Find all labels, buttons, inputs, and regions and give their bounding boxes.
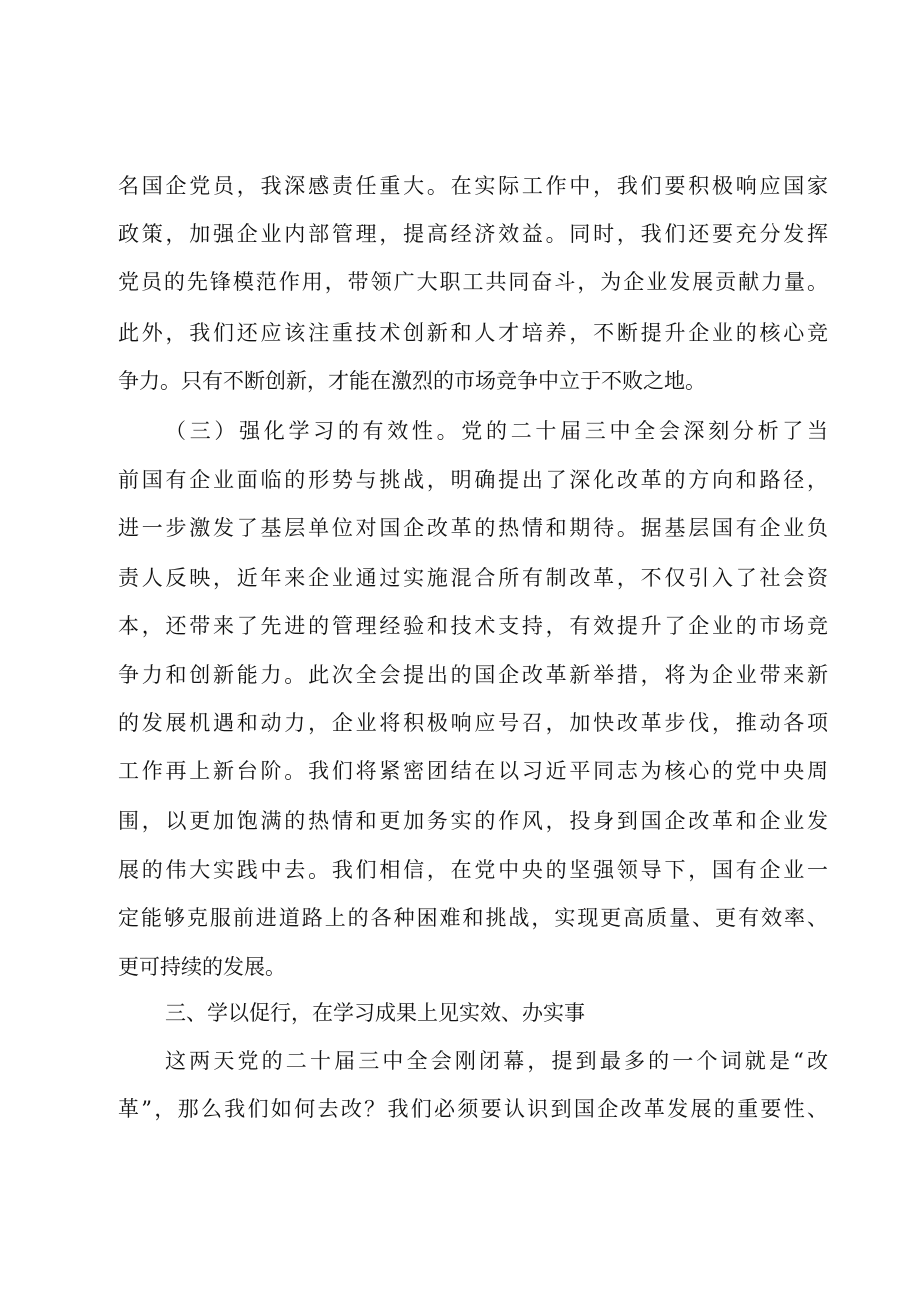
paragraph-2-line-4: 责人反映，近年来企业通过实施混合所有制改革，不仅引入了社会资 (118, 566, 828, 590)
paragraph-2-line-7: 的发展机遇和动力，企业将积极响应号召，加快改革步伐，推动各项 (118, 711, 828, 735)
section-heading: 三、学以促行，在学习成果上见实效、办实事 (165, 1001, 585, 1025)
paragraph-2-line-8: 工作再上新台阶。我们将紧密团结在以习近平同志为核心的党中央周 (118, 759, 828, 783)
paragraph-1-line-1: 名国企党员，我深感责任重大。在实际工作中，我们要积极响应国家 (118, 174, 828, 198)
paragraph-1-line-4: 此外，我们还应该注重技术创新和人才培养，不断提升企业的核心竞 (118, 321, 828, 345)
paragraph-2-line-2: 前国有企业面临的形势与挑战，明确提出了深化改革的方向和路径， (118, 468, 828, 492)
paragraph-3-line-2: 革”，那么我们如何去改？我们必须要认识到国企改革发展的重要性、 (118, 1097, 828, 1121)
paragraph-2-line-6: 争力和创新能力。此次全会提出的国企改革新举措，将为企业带来新 (118, 663, 828, 687)
paragraph-1-line-3: 党员的先锋模范作用，带领广大职工共同奋斗，为企业发展贡献力量。 (118, 270, 828, 294)
paragraph-2-line-1: （三）强化学习的有效性。党的二十届三中全会深刻分析了当 (165, 419, 828, 443)
paragraph-1-line-2: 政策，加强企业内部管理，提高经济效益。同时，我们还要充分发挥 (118, 222, 828, 246)
paragraph-1-line-5: 争力。只有不断创新，才能在激烈的市场竞争中立于不败之地。 (118, 369, 706, 393)
paragraph-2-line-3: 进一步激发了基层单位对国企改革的热情和期待。据基层国有企业负 (118, 516, 828, 540)
paragraph-2-line-11: 定能够克服前进道路上的各种困难和挑战，实现更高质量、更有效率、 (118, 906, 828, 930)
paragraph-2-line-5: 本，还带来了先进的管理经验和技术支持，有效提升了企业的市场竞 (118, 614, 828, 638)
paragraph-2-line-12: 更可持续的发展。 (118, 955, 286, 979)
paragraph-3-line-1: 这两天党的二十届三中全会刚闭幕，提到最多的一个词就是“改 (165, 1049, 828, 1073)
paragraph-2-line-9: 围，以更加饱满的热情和更加务实的作风，投身到国企改革和企业发 (118, 809, 828, 833)
paragraph-2-line-10: 展的伟大实践中去。我们相信，在党中央的坚强领导下，国有企业一 (118, 858, 828, 882)
